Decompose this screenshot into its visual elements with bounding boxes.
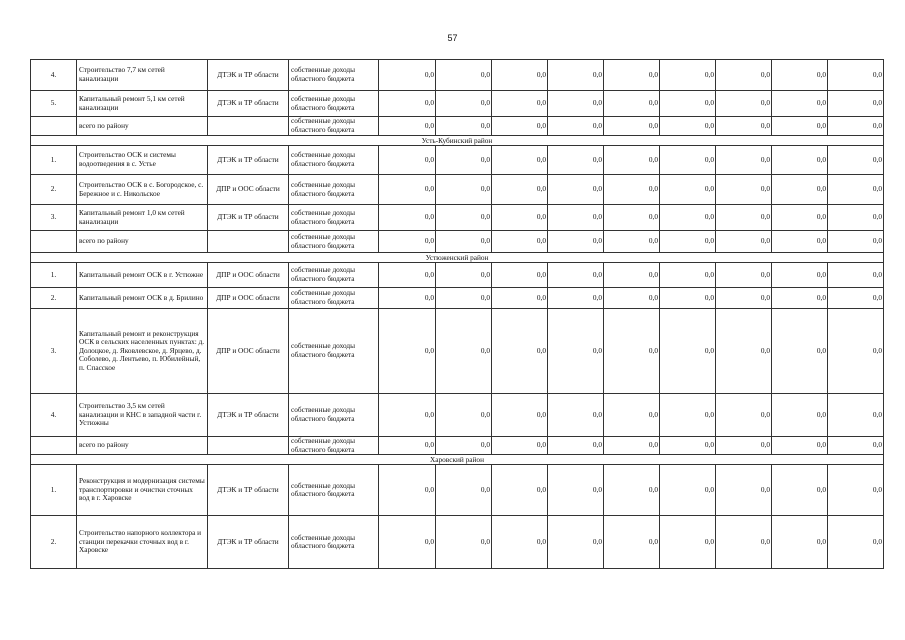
row-number: 4. [31,394,77,437]
value-cell: 0,0 [828,91,884,117]
responsible-body: ДТЭК и ТР области [208,60,289,91]
value-cell: 0,0 [548,175,604,205]
value-cell: 0,0 [772,117,828,136]
value-cell: 0,0 [716,117,772,136]
value-cell: 0,0 [379,231,436,253]
value-cell: 0,0 [379,117,436,136]
value-cell: 0,0 [772,516,828,569]
value-cell: 0,0 [716,91,772,117]
value-cell: 0,0 [828,231,884,253]
row-number [31,231,77,253]
value-cell: 0,0 [548,437,604,455]
row-number: 2. [31,175,77,205]
page-number: 57 [447,33,458,43]
value-cell: 0,0 [828,205,884,231]
value-cell: 0,0 [660,60,716,91]
value-cell: 0,0 [660,394,716,437]
item-name: Капитальный ремонт ОСК в д. Брилино [77,288,208,309]
value-cell: 0,0 [772,309,828,394]
value-cell: 0,0 [772,205,828,231]
value-cell: 0,0 [492,117,548,136]
responsible-body: ДТЭК и ТР области [208,394,289,437]
table-row [31,288,884,309]
value-cell: 0,0 [436,288,492,309]
value-cell: 0,0 [660,175,716,205]
funding-source: собственные доходы областного бюджета [289,263,379,288]
value-cell: 0,0 [828,394,884,437]
funding-source: собственные доходы областного бюджета [289,175,379,205]
value-cell: 0,0 [492,91,548,117]
value-cell: 0,0 [379,516,436,569]
item-name: Капитальный ремонт ОСК в г. Устюжне [77,263,208,288]
item-name: Строительство ОСК в с. Богородское, с. Бережное и с. Никольское [77,175,208,205]
table-row [31,309,884,394]
value-cell: 0,0 [379,288,436,309]
table-row [31,60,884,91]
total-row [31,117,884,136]
responsible-body: ДПР и ООС области [208,263,289,288]
item-name: Капитальный ремонт 1,0 км сетей канализации [77,205,208,231]
value-cell: 0,0 [436,437,492,455]
total-row [31,231,884,253]
value-cell: 0,0 [379,91,436,117]
value-cell: 0,0 [604,231,660,253]
item-name: Строительство напорного коллектора и станции перекачки сточных вод в г. Харовске [77,516,208,569]
row-number: 2. [31,288,77,309]
value-cell: 0,0 [436,516,492,569]
value-cell: 0,0 [828,175,884,205]
row-number [31,117,77,136]
value-cell: 0,0 [772,263,828,288]
value-cell: 0,0 [772,465,828,516]
value-cell: 0,0 [716,465,772,516]
responsible-body: ДПР и ООС области [208,175,289,205]
responsible-body: ДТЭК и ТР области [208,91,289,117]
value-cell: 0,0 [548,263,604,288]
value-cell: 0,0 [492,60,548,91]
value-cell: 0,0 [436,117,492,136]
value-cell: 0,0 [548,91,604,117]
responsible-body: ДПР и ООС области [208,309,289,394]
value-cell: 0,0 [716,516,772,569]
value-cell: 0,0 [604,205,660,231]
value-cell: 0,0 [436,465,492,516]
responsible-body [208,117,289,136]
value-cell: 0,0 [828,117,884,136]
district-name: Усть-Кубинский район [31,136,884,146]
value-cell: 0,0 [660,263,716,288]
value-cell: 0,0 [772,60,828,91]
row-number: 2. [31,516,77,569]
responsible-body [208,437,289,455]
item-name: Строительство ОСК и системы водоотведения в с. Устье [77,146,208,175]
value-cell: 0,0 [379,175,436,205]
value-cell: 0,0 [604,465,660,516]
value-cell: 0,0 [436,175,492,205]
funding-source: собственные доходы областного бюджета [289,465,379,516]
value-cell: 0,0 [828,146,884,175]
value-cell: 0,0 [548,288,604,309]
value-cell: 0,0 [604,117,660,136]
value-cell: 0,0 [716,263,772,288]
value-cell: 0,0 [548,117,604,136]
value-cell: 0,0 [660,516,716,569]
value-cell: 0,0 [548,309,604,394]
value-cell: 0,0 [436,91,492,117]
value-cell: 0,0 [772,288,828,309]
value-cell: 0,0 [604,437,660,455]
table-row [31,465,884,516]
value-cell: 0,0 [660,465,716,516]
value-cell: 0,0 [436,231,492,253]
district-header-row [31,455,884,465]
value-cell: 0,0 [660,288,716,309]
value-cell: 0,0 [379,263,436,288]
district-name: Устюженский район [31,253,884,263]
value-cell: 0,0 [604,288,660,309]
value-cell: 0,0 [604,309,660,394]
table-row [31,516,884,569]
value-cell: 0,0 [604,146,660,175]
table-row [31,146,884,175]
table-body [31,60,884,569]
value-cell: 0,0 [716,309,772,394]
row-number: 1. [31,146,77,175]
value-cell: 0,0 [548,60,604,91]
value-cell: 0,0 [828,309,884,394]
row-number: 3. [31,309,77,394]
value-cell: 0,0 [716,175,772,205]
value-cell: 0,0 [716,394,772,437]
item-name: Капитальный ремонт 5,1 км сетей канализации [77,91,208,117]
row-number: 1. [31,263,77,288]
value-cell: 0,0 [716,205,772,231]
value-cell: 0,0 [828,60,884,91]
value-cell: 0,0 [660,91,716,117]
item-name: Строительство 7,7 км сетей канализации [77,60,208,91]
table-row [31,394,884,437]
value-cell: 0,0 [772,231,828,253]
funding-source: собственные доходы областного бюджета [289,309,379,394]
funding-source: собственные доходы областного бюджета [289,516,379,569]
value-cell: 0,0 [379,146,436,175]
funding-source: собственные доходы областного бюджета [289,231,379,253]
value-cell: 0,0 [548,516,604,569]
value-cell: 0,0 [379,465,436,516]
value-cell: 0,0 [436,146,492,175]
funding-source: собственные доходы областного бюджета [289,60,379,91]
value-cell: 0,0 [379,309,436,394]
value-cell: 0,0 [604,394,660,437]
row-number: 1. [31,465,77,516]
row-number: 3. [31,205,77,231]
item-name: Строительство 3,5 км сетей канализации и КНС в западной части г. Устюжны [77,394,208,437]
value-cell: 0,0 [379,205,436,231]
table-row [31,263,884,288]
funding-source: собственные доходы областного бюджета [289,146,379,175]
value-cell: 0,0 [716,288,772,309]
value-cell: 0,0 [548,394,604,437]
value-cell: 0,0 [492,394,548,437]
value-cell: 0,0 [436,394,492,437]
value-cell: 0,0 [604,263,660,288]
value-cell: 0,0 [828,465,884,516]
value-cell: 0,0 [492,309,548,394]
value-cell: 0,0 [436,263,492,288]
value-cell: 0,0 [379,60,436,91]
value-cell: 0,0 [716,437,772,455]
funding-source: собственные доходы областного бюджета [289,394,379,437]
value-cell: 0,0 [492,231,548,253]
item-name: всего по району [77,437,208,455]
funding-source: собственные доходы областного бюджета [289,205,379,231]
total-row [31,437,884,455]
item-name: всего по району [77,231,208,253]
value-cell: 0,0 [604,60,660,91]
value-cell: 0,0 [379,394,436,437]
value-cell: 0,0 [548,205,604,231]
value-cell: 0,0 [492,465,548,516]
district-name: Харовский район [31,455,884,465]
value-cell: 0,0 [548,146,604,175]
value-cell: 0,0 [492,437,548,455]
value-cell: 0,0 [772,91,828,117]
item-name: всего по району [77,117,208,136]
value-cell: 0,0 [548,231,604,253]
budget-table [30,59,884,569]
funding-source: собственные доходы областного бюджета [289,288,379,309]
value-cell: 0,0 [492,175,548,205]
value-cell: 0,0 [828,288,884,309]
value-cell: 0,0 [828,263,884,288]
table-row [31,91,884,117]
item-name: Реконструкция и модернизация системы транспортировки и очистки сточных вод в г. Харовске [77,465,208,516]
value-cell: 0,0 [492,146,548,175]
value-cell: 0,0 [436,60,492,91]
responsible-body: ДТЭК и ТР области [208,146,289,175]
value-cell: 0,0 [660,437,716,455]
responsible-body: ДТЭК и ТР области [208,205,289,231]
value-cell: 0,0 [604,91,660,117]
row-number: 5. [31,91,77,117]
responsible-body: ДТЭК и ТР области [208,516,289,569]
value-cell: 0,0 [772,146,828,175]
value-cell: 0,0 [716,60,772,91]
funding-source: собственные доходы областного бюджета [289,437,379,455]
value-cell: 0,0 [772,394,828,437]
value-cell: 0,0 [492,288,548,309]
value-cell: 0,0 [828,516,884,569]
district-header-row [31,253,884,263]
value-cell: 0,0 [660,146,716,175]
funding-source: собственные доходы областного бюджета [289,117,379,136]
value-cell: 0,0 [436,205,492,231]
value-cell: 0,0 [492,205,548,231]
value-cell: 0,0 [492,263,548,288]
value-cell: 0,0 [492,516,548,569]
value-cell: 0,0 [548,465,604,516]
value-cell: 0,0 [772,437,828,455]
value-cell: 0,0 [604,175,660,205]
value-cell: 0,0 [604,516,660,569]
value-cell: 0,0 [828,437,884,455]
item-name: Капитальный ремонт и реконструкция ОСК в сельских населенных пунктах: д. Долоцкое, д. Яковлевское, д. Ярцево, д. Соболево, д. Лентьево, п. Юбилейный, п. Спасское [77,309,208,394]
value-cell: 0,0 [716,231,772,253]
value-cell: 0,0 [660,117,716,136]
table-row [31,175,884,205]
value-cell: 0,0 [660,231,716,253]
value-cell: 0,0 [660,205,716,231]
responsible-body: ДТЭК и ТР области [208,465,289,516]
value-cell: 0,0 [660,309,716,394]
district-header-row [31,136,884,146]
row-number [31,437,77,455]
responsible-body [208,231,289,253]
value-cell: 0,0 [379,437,436,455]
table-row [31,205,884,231]
value-cell: 0,0 [716,146,772,175]
responsible-body: ДПР и ООС области [208,288,289,309]
row-number: 4. [31,60,77,91]
funding-source: собственные доходы областного бюджета [289,91,379,117]
value-cell: 0,0 [772,175,828,205]
value-cell: 0,0 [436,309,492,394]
